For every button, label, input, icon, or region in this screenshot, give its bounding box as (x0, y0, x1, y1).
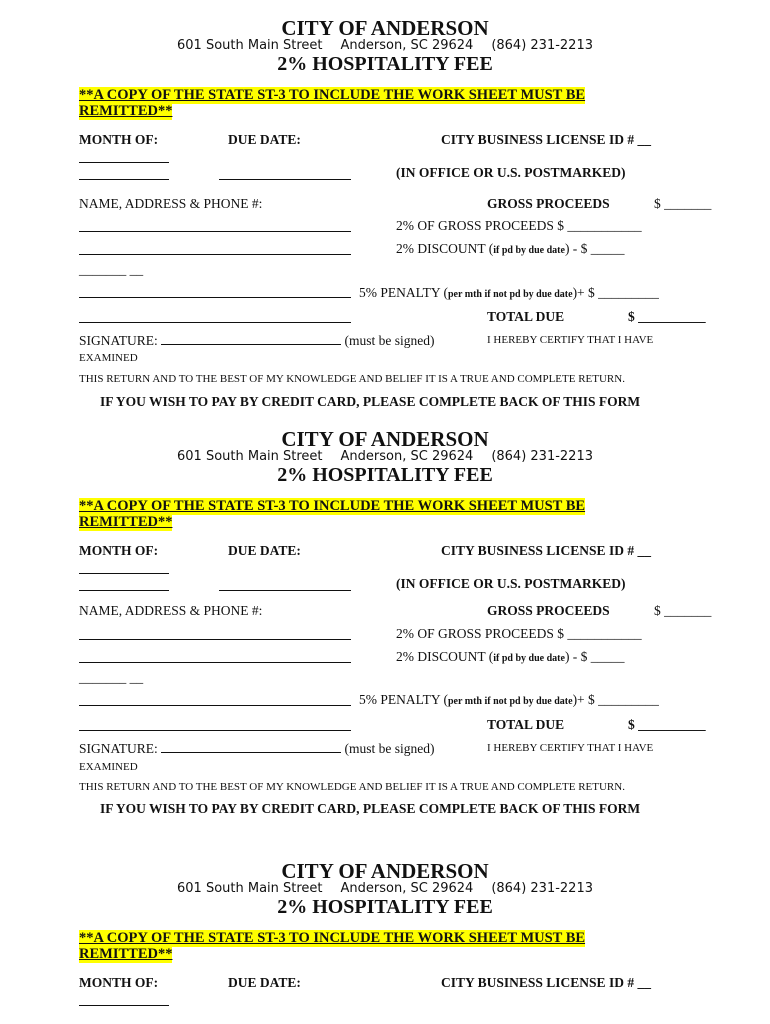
month-of-label: MONTH OF: (79, 543, 159, 558)
city-title: CITY OF ANDERSON (281, 859, 489, 883)
month-line-2[interactable] (79, 590, 169, 591)
gross-proceeds-amount[interactable]: $ _______ (654, 196, 712, 211)
month-line[interactable] (79, 1005, 169, 1006)
month-of-label: MONTH OF: (79, 975, 159, 990)
penalty-amount: )+ $ _________ (572, 692, 659, 707)
due-date-line[interactable] (219, 590, 351, 591)
city-title: CITY OF ANDERSON (281, 427, 489, 451)
hospitality-fee-form-1 (0, 0, 770, 430)
address-street: 601 South Main Street (177, 38, 323, 53)
notice-line-2: REMITTED** (79, 103, 173, 119)
name-line-1[interactable] (79, 231, 351, 232)
discount-label: 2% DISCOUNT ( (396, 241, 494, 256)
name-line-4[interactable] (79, 322, 351, 323)
certify-text: I HEREBY CERTIFY THAT I HAVE (487, 742, 654, 754)
gross-proceeds-label: GROSS PROCEEDS (487, 196, 610, 211)
penalty-note: per mth if not pd by due date (448, 696, 573, 707)
name-line-4[interactable] (79, 730, 351, 731)
penalty-amount: )+ $ _________ (572, 285, 659, 300)
gross-proceeds-amount[interactable]: $ _______ (654, 603, 712, 618)
signature-row[interactable] (79, 332, 435, 349)
address-city: Anderson, SC 29624 (340, 881, 474, 896)
total-due-amount[interactable]: $ __________ (628, 717, 706, 732)
certify-text: I HEREBY CERTIFY THAT I HAVE (487, 334, 654, 346)
month-line[interactable] (79, 162, 169, 163)
license-id-label[interactable]: CITY BUSINESS LICENSE ID # __ (441, 975, 651, 990)
return-text: THIS RETURN AND TO THE BEST OF MY KNOWLEDGE AND BELIEF IT IS A TRUE AND COMPLETE RETURN. (79, 373, 625, 385)
city-address (0, 449, 770, 464)
name-line-3[interactable] (79, 705, 351, 706)
address-city: Anderson, SC 29624 (340, 449, 474, 464)
address-street: 601 South Main Street (177, 449, 323, 464)
discount-row[interactable] (396, 241, 625, 257)
name-line-1[interactable] (79, 639, 351, 640)
due-date-line[interactable] (219, 179, 351, 180)
month-line-2[interactable] (79, 179, 169, 180)
name-line-3[interactable] (79, 297, 351, 298)
address-street: 601 South Main Street (177, 881, 323, 896)
extra-blank[interactable]: _______ __ (79, 262, 144, 277)
address-city: Anderson, SC 29624 (340, 38, 474, 53)
extra-blank[interactable]: _______ __ (79, 670, 144, 685)
penalty-row[interactable] (359, 285, 659, 301)
penalty-label: 5% PENALTY ( (359, 692, 448, 707)
name-address-phone-label: NAME, ADDRESS & PHONE #: (79, 196, 263, 211)
month-line[interactable] (79, 573, 169, 574)
discount-row[interactable] (396, 649, 625, 665)
license-id-label[interactable]: CITY BUSINESS LICENSE ID # __ (441, 132, 651, 147)
discount-label: 2% DISCOUNT ( (396, 649, 494, 664)
signature-line[interactable] (161, 332, 341, 345)
must-sign-note: (must be signed) (344, 741, 435, 756)
total-due-label: TOTAL DUE (487, 717, 565, 732)
total-due-amount[interactable]: $ __________ (628, 309, 706, 324)
name-line-2[interactable] (79, 662, 351, 663)
notice-line-1: **A COPY OF THE STATE ST-3 TO INCLUDE THE WORK SHEET MUST BE (79, 87, 586, 103)
return-text: THIS RETURN AND TO THE BEST OF MY KNOWLEDGE AND BELIEF IT IS A TRUE AND COMPLETE RETURN. (79, 781, 625, 793)
notice-line-2: REMITTED** (79, 946, 173, 962)
pct-of-gross[interactable]: 2% OF GROSS PROCEEDS $ ___________ (396, 218, 642, 233)
hospitality-fee-form-3 (0, 843, 770, 1024)
examined-text: EXAMINED (79, 761, 138, 773)
discount-note: if pd by due date (493, 653, 565, 664)
credit-card-note: IF YOU WISH TO PAY BY CREDIT CARD, PLEASE COMPLETE BACK OF THIS FORM (100, 801, 641, 816)
penalty-label: 5% PENALTY ( (359, 285, 448, 300)
credit-card-note: IF YOU WISH TO PAY BY CREDIT CARD, PLEASE COMPLETE BACK OF THIS FORM (100, 394, 641, 409)
phone: (864) 231-2213 (491, 881, 593, 896)
city-address (0, 881, 770, 896)
city-title: CITY OF ANDERSON (281, 16, 489, 40)
notice-line-1: **A COPY OF THE STATE ST-3 TO INCLUDE THE WORK SHEET MUST BE (79, 930, 586, 946)
city-address (0, 38, 770, 53)
license-id-label[interactable]: CITY BUSINESS LICENSE ID # __ (441, 543, 651, 558)
hospitality-fee-form-2 (0, 411, 770, 841)
signature-line[interactable] (161, 740, 341, 753)
due-date-label: DUE DATE: (228, 543, 301, 558)
due-date-label: DUE DATE: (228, 975, 301, 990)
fee-title: 2% HOSPITALITY FEE (277, 53, 493, 75)
fee-title: 2% HOSPITALITY FEE (277, 896, 493, 918)
due-date-label: DUE DATE: (228, 132, 301, 147)
gross-proceeds-label: GROSS PROCEEDS (487, 603, 610, 618)
postmark-note: (IN OFFICE OR U.S. POSTMARKED) (396, 576, 626, 591)
signature-row[interactable] (79, 740, 435, 757)
must-sign-note: (must be signed) (344, 333, 435, 348)
pct-of-gross[interactable]: 2% OF GROSS PROCEEDS $ ___________ (396, 626, 642, 641)
postmark-note: (IN OFFICE OR U.S. POSTMARKED) (396, 165, 626, 180)
penalty-note: per mth if not pd by due date (448, 289, 573, 300)
discount-note: if pd by due date (493, 245, 565, 256)
examined-text: EXAMINED (79, 352, 138, 364)
signature-label: SIGNATURE: (79, 333, 158, 348)
name-address-phone-label: NAME, ADDRESS & PHONE #: (79, 603, 263, 618)
phone: (864) 231-2213 (491, 38, 593, 53)
discount-amount: ) - $ _____ (564, 241, 625, 256)
signature-label: SIGNATURE: (79, 741, 158, 756)
penalty-row[interactable] (359, 692, 659, 708)
fee-title: 2% HOSPITALITY FEE (277, 464, 493, 486)
phone: (864) 231-2213 (491, 449, 593, 464)
notice-line-1: **A COPY OF THE STATE ST-3 TO INCLUDE THE WORK SHEET MUST BE (79, 498, 586, 514)
month-of-label: MONTH OF: (79, 132, 159, 147)
total-due-label: TOTAL DUE (487, 309, 565, 324)
discount-amount: ) - $ _____ (564, 649, 625, 664)
name-line-2[interactable] (79, 254, 351, 255)
notice-line-2: REMITTED** (79, 514, 173, 530)
